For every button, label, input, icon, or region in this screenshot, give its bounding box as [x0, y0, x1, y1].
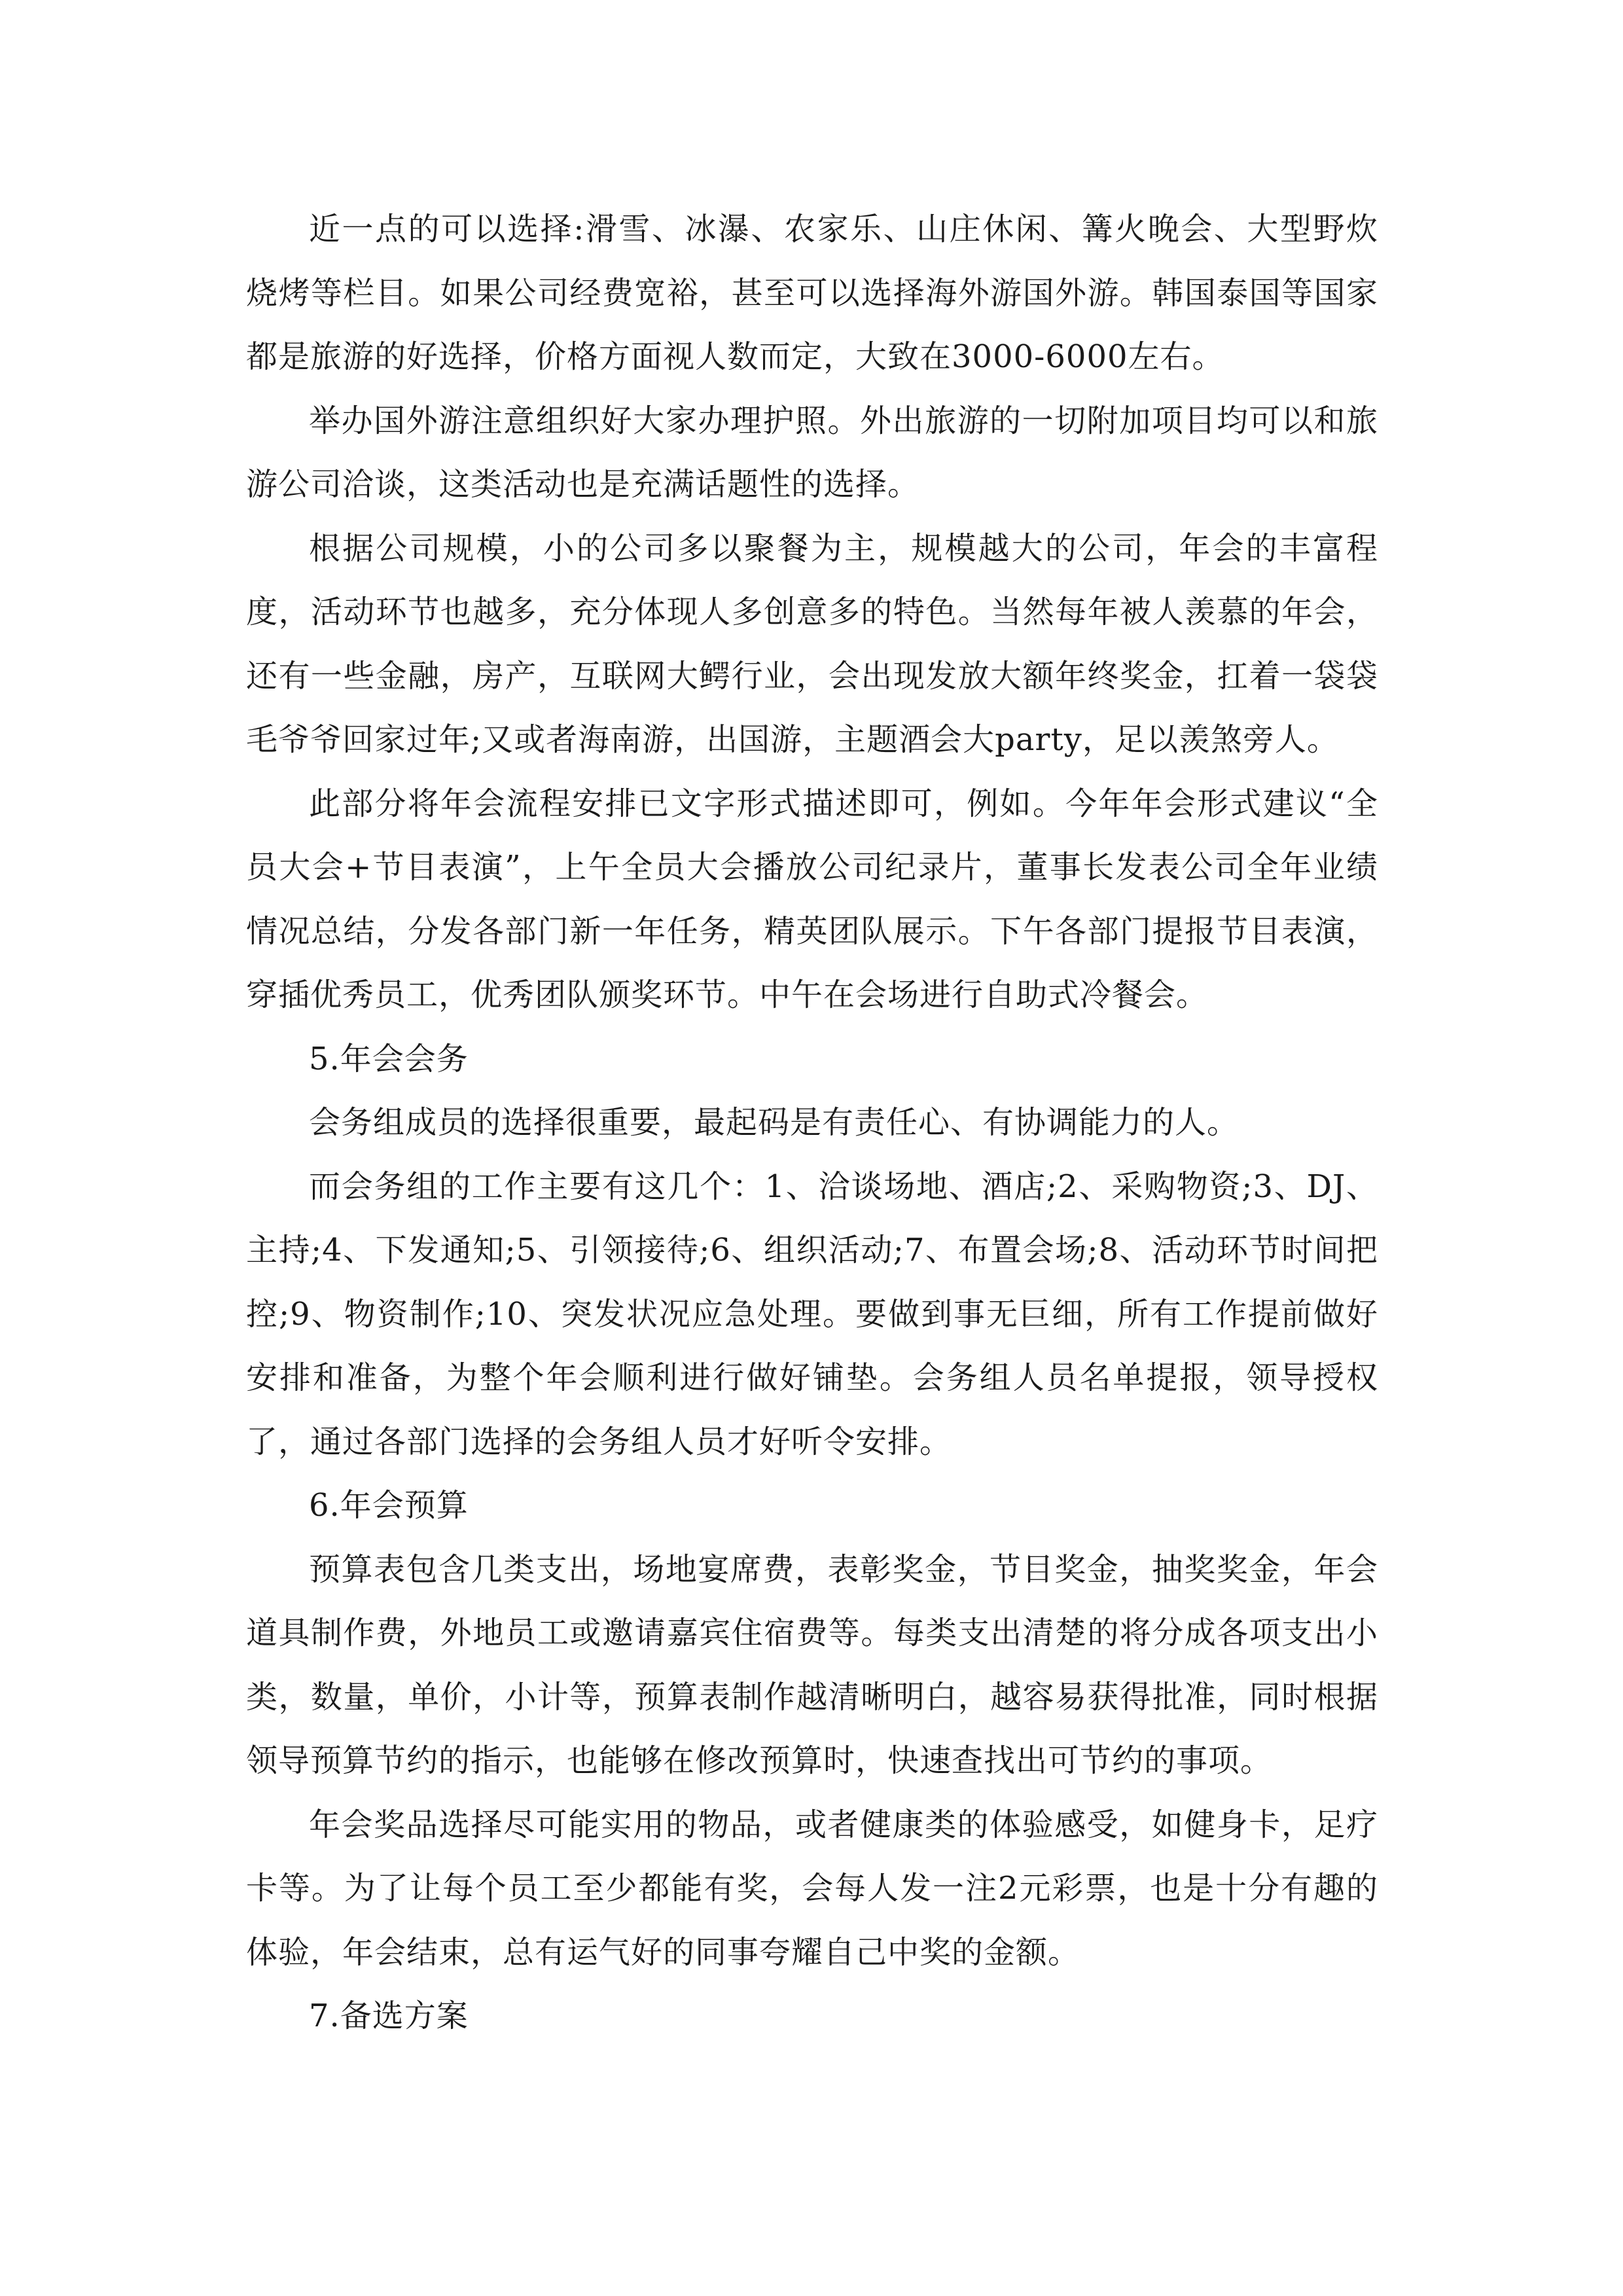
paragraph-company-scale: 根据公司规模，小的公司多以聚餐为主，规模越大的公司，年会的丰富程度，活动环节也越多，充分体现人多创意多的特色。当然每年被人羡慕的年会，还有一些金融，房产，互联网大鳄行业，会出现发放大额年终奖金，扛着一袋袋毛爷爷回家过年;又或者海南游，出国游，主题酒会大party，足以羡煞旁人。	[246, 529, 1378, 758]
section-heading-meeting-affairs: 5.年会会务	[309, 1040, 469, 1077]
section-heading-backup-plan: 7.备选方案	[309, 1998, 469, 2034]
section-heading-budget: 6.年会预算	[309, 1487, 469, 1524]
paragraph-team-selection: 会务组成员的选择很重要，最起码是有责任心、有协调能力的人。	[309, 1104, 1240, 1141]
paragraph-team-duties: 而会务组的工作主要有这几个：1、洽谈场地、酒店;2、采购物资;3、DJ、主持;4、下发通知;5、引领接待;6、组织活动;7、布置会场;8、活动环节时间把控;9、物资制作;10、突发状况应急处理。要做到事无巨细，所有工作提前做好安排和准备，为整个年会顺利进行做好铺垫。会务组人员名单提报，领导授权了，通过各部门选择的会务组人员才好听令安排。	[246, 1168, 1378, 1460]
paragraph-travel-options: 近一点的可以选择:滑雪、冰瀑、农家乐、山庄休闲、篝火晚会、大型野炊烧烤等栏目。如果公司经费宽裕，甚至可以选择海外游国外游。韩国泰国等国家都是旅游的好选择，价格方面视人数而定，大致在3000-6000左右。	[246, 211, 1378, 375]
paragraph-event-flow: 此部分将年会流程安排已文字形式描述即可，例如。今年年会形式建议“全员大会+节目表演”，上午全员大会播放公司纪录片，董事长发表公司全年业绩情况总结，分发各部门新一年任务，精英团队展示。下午各部门提报节目表演，穿插优秀员工，优秀团队颁奖环节。中午在会场进行自助式冷餐会。	[246, 785, 1378, 1013]
document-body	[246, 198, 1378, 2049]
paragraph-budget-table: 预算表包含几类支出，场地宴席费，表彰奖金，节目奖金，抽奖奖金，年会道具制作费，外地员工或邀请嘉宾住宿费等。每类支出清楚的将分成各项支出小类，数量，单价，小计等，预算表制作越清晰明白，越容易获得批准，同时根据领导预算节约的指示，也能够在修改预算时，快速查找出可节约的事项。	[246, 1551, 1378, 1779]
paragraph-prizes: 年会奖品选择尽可能实用的物品，或者健康类的体验感受，如健身卡，足疗卡等。为了让每个员工至少都能有奖，会每人发一注2元彩票，也是十分有趣的体验，年会结束，总有运气好的同事夸耀自己中奖的金额。	[246, 1806, 1378, 1971]
paragraph-overseas-travel: 举办国外游注意组织好大家办理护照。外出旅游的一切附加项目均可以和旅游公司洽谈，这类活动也是充满话题性的选择。	[246, 402, 1378, 503]
